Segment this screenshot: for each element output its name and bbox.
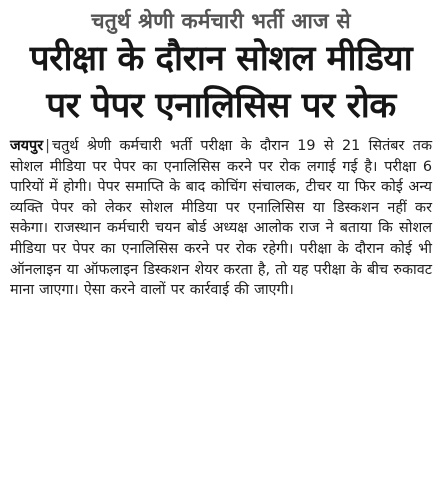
headline-line-2: पर पेपर एनालिसिस पर रोक [46, 86, 396, 126]
dateline: जयपुर [10, 138, 44, 154]
main-headline [10, 36, 432, 130]
article-body-text: चतुर्थ श्रेणी कर्मचारी भर्ती परीक्षा के दौरान 19 से 21 सितंबर तक सोशल मीडिया पर पेपर का एनालिसिस करने पर रोक लगाई गई है। परीक्षा 6 पारियों में होगी। पेपर समाप्ति के बाद कोचिंग संचालक, टीचर या फिर कोई अन्य व्यक्ति पेपर को लेकर सोशल मीडिया पर एनालिसिस या डिस्कशन नहीं कर सकेगा। राजस्थान कर्मचारी चयन बोर्ड अध्यक्ष आलोक राज ने बताया कि सोशल मीडिया पर पेपर का एनालिसिस करने पर रोक रहेगी। परीक्षा के दौरान कोई भी ऑनलाइन या ऑफलाइन डिस्कशन शेयर करता है, तो यह परीक्षा के बीच रुकावट माना जाएगा। ऐसा करने वालों पर कार्रवाई की जाएगी। [10, 138, 432, 299]
dateline-separator: | [45, 138, 50, 154]
headline-line-1: परीक्षा के दौरान सोशल मीडिया [29, 39, 413, 79]
article-body [10, 136, 432, 301]
kicker-headline: चतुर्थ श्रेणी कर्मचारी भर्ती आज से [91, 9, 351, 33]
